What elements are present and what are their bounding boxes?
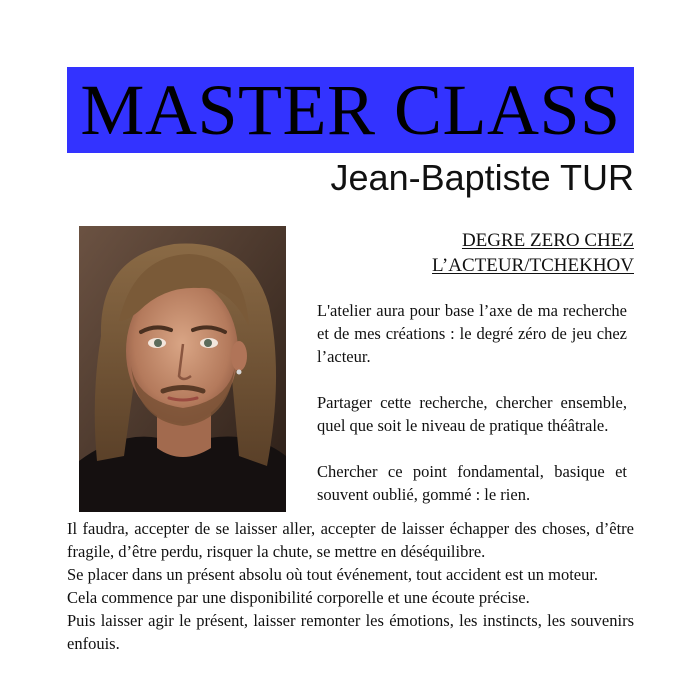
subtitle-line-1: DEGRE ZERO CHEZ <box>461 230 634 251</box>
body-paragraph-2: Se placer dans un présent absolu où tout événement, tout accident est un moteur. <box>67 565 599 584</box>
workshop-subtitle <box>432 228 634 278</box>
title-banner <box>67 67 634 153</box>
intro-column <box>317 299 627 506</box>
intro-paragraph-1: L'atelier aura pour base l’axe de ma recherche et de mes créations : le degré zéro de jeu chez l’acteur. <box>317 301 627 366</box>
subtitle-line-2: L’ACTEUR/TCHEKHOV <box>432 255 634 276</box>
author-name: Jean-Baptiste TUR <box>330 157 634 198</box>
page-title: MASTER CLASS <box>80 70 621 150</box>
body-paragraph-4: Puis laisser agir le présent, laisser remonter les émotions, les instincts, les souvenirs enfouis. <box>67 611 634 653</box>
body-paragraph-1: Il faudra, accepter de se laisser aller, accepter de laisser échapper des choses, d’être fragile, d’être perdu, risquer la chute, se mettre en déséquilibre. <box>67 519 634 561</box>
portrait-illustration <box>79 226 286 512</box>
body-text <box>67 517 634 655</box>
body-paragraph-3: Cela commence par une disponibilité corporelle et une écoute précise. <box>67 588 530 607</box>
portrait-photo <box>79 226 286 512</box>
intro-paragraph-2: Partager cette recherche, chercher ensemble, quel que soit le niveau de pratique théâtrale. <box>317 393 627 435</box>
intro-paragraph-3: Chercher ce point fondamental, basique et souvent oublié, gommé : le rien. <box>317 462 627 504</box>
